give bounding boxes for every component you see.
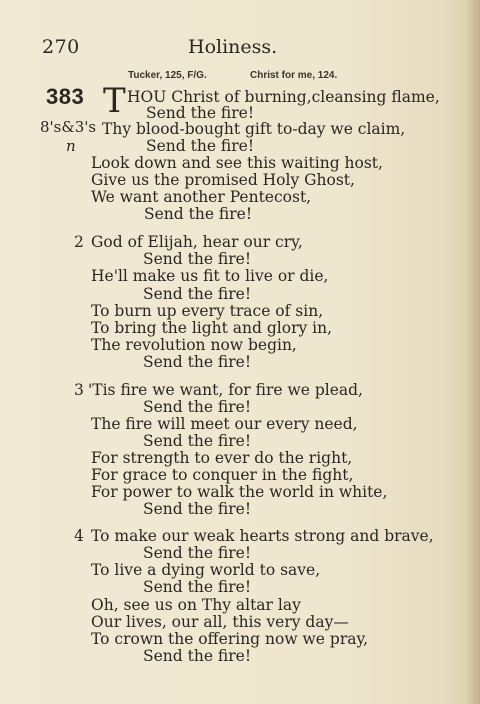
verse-line: Oh, see us on Thy altar lay [91,596,301,614]
verse-line: 'Tis fire we want, for fire we plead, [88,381,363,399]
hymn-number: 383 [46,84,85,109]
tune-ref-1: Tucker, 125, F/G. [128,70,207,81]
verse-line: Send the fire! [143,578,252,596]
verse-line: Send the fire! [143,398,252,416]
verse-number: 2 [74,233,84,251]
verse-line: Thy blood-bought gift to-day we claim, [102,120,406,138]
verse-line: Send the fire! [143,432,252,450]
verse-line: The fire will meet our every need, [91,415,358,433]
verse-line: For power to walk the world in white, [91,483,388,501]
drop-cap: T [103,81,126,121]
verse-line: Give us the promised Holy Ghost, [91,171,355,189]
verse-line: Send the fire! [146,104,255,122]
verse-line: Our lives, our all, this very day— [91,613,349,631]
verse-line: Send the fire! [143,353,252,371]
verse-line: Send the fire! [146,137,255,155]
verse-line: Send the fire! [143,250,252,268]
verse-line: To live a dying world to save, [91,561,321,579]
page-number: 270 [42,36,80,58]
tune-ref-2: Christ for me, 124. [250,70,338,81]
verse-line: He'll make us fit to live or die, [91,267,329,285]
tune-references [128,70,338,81]
verse-line: The revolution now begin, [91,336,297,354]
verse-line: For grace to conquer in the fight, [91,466,354,484]
verse-line: To crown the offering now we pray, [91,630,369,648]
verse-line: Send the fire! [143,647,252,665]
verse-line: To make our weak hearts strong and brave, [91,527,434,545]
verse-line: God of Elijah, hear our cry, [91,233,303,251]
verse-line: To bring the light and glory in, [91,319,333,337]
verse-line: To burn up every trace of sin, [91,302,324,320]
hymn-meter: 8's&3's [40,118,97,136]
verse-line: For strength to ever do the right, [91,449,353,467]
dynamic-marking: n [66,137,76,155]
verse-line: We want another Pentecost, [91,188,312,206]
verse-line: Send the fire! [143,500,252,518]
verse-line: Look down and see this waiting host, [91,154,383,172]
verse-number: 4 [74,527,84,545]
verse-number: 3 [74,381,84,399]
verse-line: Send the fire! [143,285,252,303]
verse-line: Send the fire! [143,544,252,562]
section-title: Holiness. [188,36,278,58]
verse-line: Send the fire! [144,205,253,223]
page-spine-shadow [466,0,480,704]
verse-line: HOU Christ of burning,cleansing flame, [127,88,440,106]
